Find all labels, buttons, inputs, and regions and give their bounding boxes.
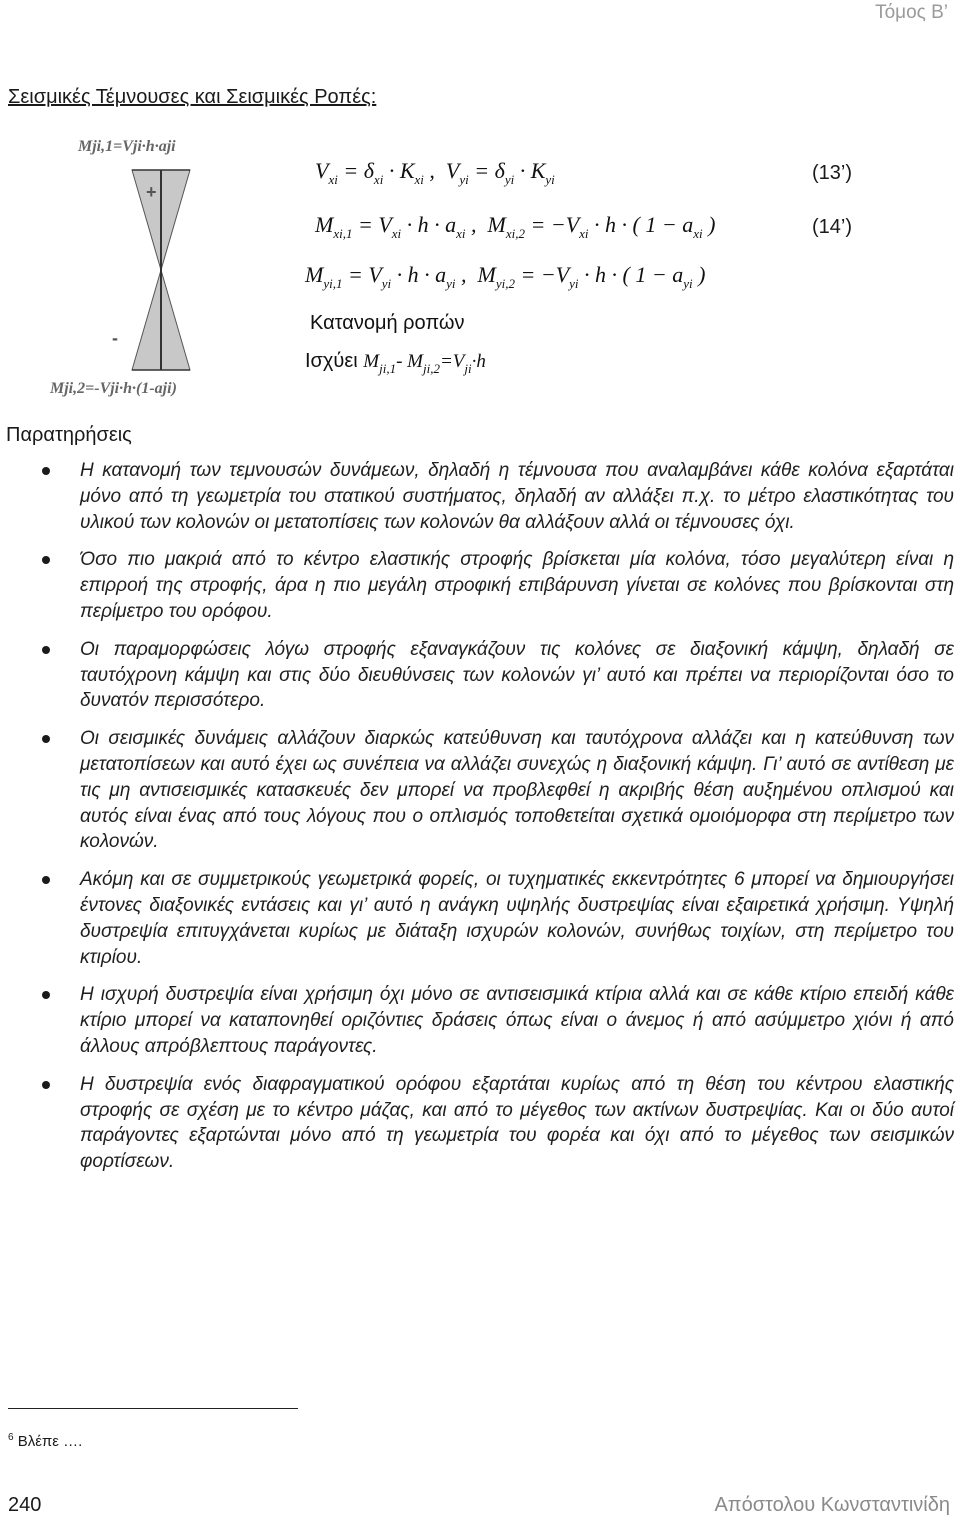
list-item (0, 1072, 960, 1175)
bullet-icon (42, 735, 50, 743)
list-item-text: Η ισχυρή δυστρεψία είναι χρήσιμη όχι μόνο σε αντισεισμικά κτίρια αλλά και σε κάθε κτίριο επειδή κάθε κτίριο μπορεί να καταπονηθεί οριζόντιες δράσεις όπως είναι ο άνεμος ή από ασύμμετρο χιόνι ή από άλλους απρόβλεπτους παράγοντες. (80, 984, 954, 1057)
bullet-icon (42, 646, 50, 654)
holds-relation (305, 350, 486, 377)
bullet-icon (42, 467, 50, 475)
top-moment-label: Mji,1=Vji·h·aji (78, 138, 176, 155)
minus-sign: - (112, 328, 118, 348)
equation-14: $M_{xi,1} = V_{xi} \cdot h \cdot a_{xi}$ , $M_{xi,2} = -V_{xi} \cdot h$ · ( $1 - a_{xi}$ ) (315, 212, 716, 241)
author-footer: Απόστολου Κωνσταντινίδη (714, 1494, 950, 1516)
list-item-text: Όσο πιο μακριά από το κέντρο ελαστικής στροφής βρίσκεται μία κολόνα, τόσο μεγαλύτερη είναι η επιρροή της στροφής, άρα η πιο μεγάλη στροφική επιβάρυνση γίνεται σε κολόνες που βρίσκονται στη περίμετρο του ορόφου. (80, 549, 954, 622)
list-item (0, 982, 960, 1059)
footnote (8, 1432, 82, 1450)
list-item (0, 637, 960, 714)
list-item-text: Οι σεισμικές δυνάμεις αλλάζουν διαρκώς κατεύθυνση και ταυτόχρονα αλλάζει και η κατεύθυνση των μετατοπίσεων και αυτό έχει ως συνέπεια να αλλάζει συνεχώς η διαξονική κάμψη. Γι’ αυτό σε αντίθεση με τις μη αντισεισμικές κατασκευές δεν μπορεί να προβλεφθεί η ακριβής θέση αυξημένου οπλισμού και αυτός είναι ένας από τους λόγους που ο οπλισμός τοποθετείται σχετικά ομοιόμορφα στη περίμετρο των κολονών. (80, 728, 954, 853)
equation-14-number: (14’) (812, 216, 853, 238)
bullet-icon (42, 1081, 50, 1089)
plus-sign: + (146, 182, 157, 202)
list-item (0, 867, 960, 970)
list-item-text: Ακόμη και σε συμμετρικούς γεωμετρικά φορείς, οι τυχηματικές εκκεντρότητες 6 μπορεί να δημιουργήσει έντονες διαξονικές εντάσεις και γι’ αυτό η ανάγκη υψηλής δυστρεψίας είναι εξαιρετικά χρήσιμη. Υψηλή δυστρεψία επιτυγχάνεται κυρίως με διάταξη ισχυρών κολονών, συνήθως τοιχίων, στη περίμετρο του κτιρίου. (80, 869, 954, 968)
bullet-icon (42, 991, 50, 999)
holds-label: Ισχύει (305, 350, 358, 372)
list-item-text: Η κατανομή των τεμνουσών δυνάμεων, δηλαδή η τέμνουσα που αναλαμβάνει κάθε κολόνα εξαρτάται μόνο από τη γεωμετρία του στατικού συστήματος, δηλαδή αν αλλάξει π.χ. το μέτρο ελαστικότητας του υλικού των κολονών οι μετατοπίσεις των κολονών θα αλλάξουν αλλά οι τέμνουσες όχι. (80, 460, 954, 533)
running-header: Τόμος Β’ (875, 2, 948, 23)
footnote-number: 6 (8, 1432, 14, 1443)
moment-diagram (40, 130, 250, 410)
bullet-icon (42, 876, 50, 884)
list-item-text: Η δυστρεψία ενός διαφραγματικού ορόφου εξαρτάται κυρίως από τη θέση του κέντρου ελαστικής στροφής σε σχέση με το κέντρο μάζας, και από το μέγεθος των ακτίνων δυστρεψίας. Και οι δύο αυτοί παράγοντες εξαρτώνται μόνο από τη γεωμετρία του φορέα και όχι από το μέγεθος των σεισμικών φορτίσεων. (80, 1073, 954, 1173)
section-title: Σεισμικές Τέμνουσες και Σεισμικές Ροπές: (8, 86, 377, 108)
equation-y-moments: $M_{yi,1} = V_{yi} \cdot h \cdot a_{yi}$ , $M_{yi,2} = -V_{yi} \cdot h$ · ( $1 - a_{yi}$ ) (305, 262, 706, 291)
distribution-label: Κατανομή ροπών (310, 312, 465, 334)
list-item (0, 726, 960, 855)
moment-diagram-svg (40, 130, 250, 410)
list-item-text: Οι παραμορφώσεις λόγω στροφής εξαναγκάζουν τις κολόνες σε διαξονική κάμψη, δηλαδή σε ταυτόχρονη κάμψη και στις δύο διευθύνσεις των κολονών γι’ αυτό και πρέπει να περιορίζονται όσο το δυνατόν περισσότερο. (80, 638, 954, 712)
footnote-text: Βλέπε …. (17, 1433, 83, 1450)
observations-title: Παρατηρήσεις (6, 424, 132, 446)
list-item (0, 458, 960, 535)
page-number: 240 (8, 1494, 42, 1516)
equation-13: $V_{xi} = \delta_{xi} \cdot K_{xi}$ , $V_{yi} = \delta_{yi} \cdot K_{yi}$ (315, 158, 555, 187)
observations-list (0, 458, 960, 1187)
list-item (0, 547, 960, 624)
equation-13-number: (13’) (812, 162, 853, 184)
holds-equation: $M_{ji,1}-$ $M_{ji,2}=V_{ji}\cdot h$ (363, 351, 486, 376)
bottom-moment-label: Mji,2=-Vji·h·(1-aji) (50, 380, 177, 397)
footnote-separator (8, 1408, 298, 1409)
bullet-icon (42, 556, 50, 564)
